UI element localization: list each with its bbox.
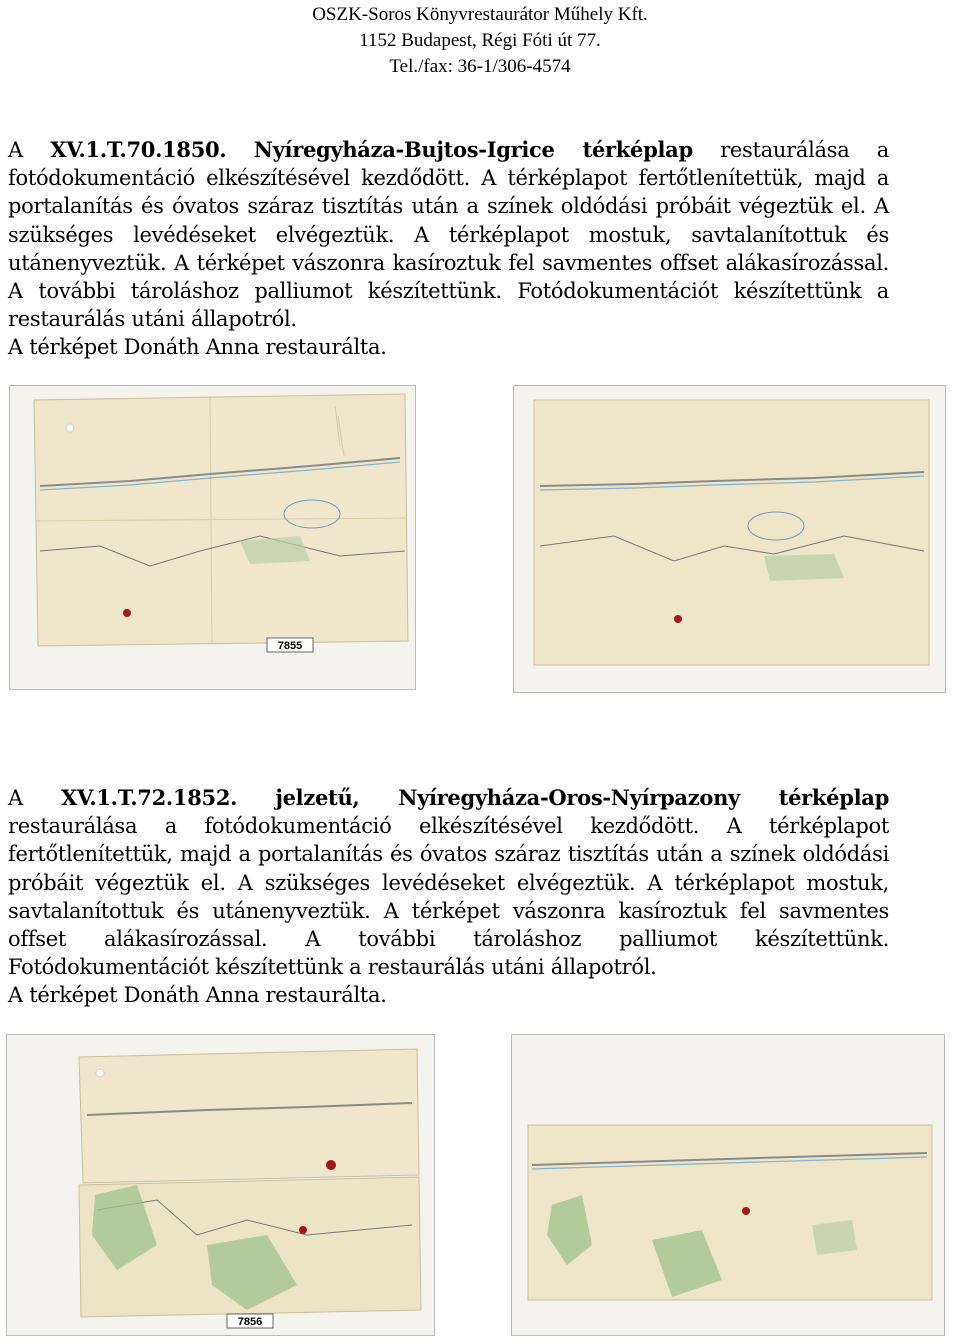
map-photo-before-7856 — [6, 1034, 435, 1336]
company-name: OSZK-Soros Könyvrestaurátor Műhely Kft. — [312, 4, 648, 25]
section2-line-8: A térképet Donáth Anna restaurálta. — [8, 983, 387, 1008]
map-photo-after-7856 — [511, 1034, 945, 1336]
map-title: Nyíregyháza-Bujtos-Igrice térképlap — [253, 137, 693, 162]
photo-plate-7855: 7855 — [277, 640, 303, 652]
section2-paragraph — [8, 784, 889, 1010]
section1-line-4: szükséges levédéseket elvégeztük. A térképlapot mostuk, savtalanítottuk és — [8, 222, 889, 247]
map-title: jelzetű, Nyíregyháza-Oros-Nyírpazony térképlap — [275, 785, 889, 810]
section1-line-1: A XV.1.T.70.1850. Nyíregyháza-Bujtos-Igrice térképlap restaurálása a — [8, 137, 889, 162]
company-phone: Tel./fax: 36-1/306-4574 — [389, 56, 571, 77]
map-code: XV.1.T.72.1852. — [61, 785, 238, 810]
section1-line-7: restaurálás utáni állapotról. — [8, 307, 297, 332]
company-address: 1152 Budapest, Régi Fóti út 77. — [359, 30, 601, 51]
section2-line-7: Fotódokumentációt készítettünk a restaurálás utáni állapotról. — [8, 955, 657, 980]
section2-line-2: restaurálása a fotódokumentáció elkészítésével kezdődött. A térképlapot — [8, 814, 889, 839]
letterhead — [0, 2, 960, 80]
section2-line-5: savtalanítottuk és utánenyveztük. A térképet vászonra kasíroztuk fel savmentes — [8, 898, 889, 923]
section2-line-4: próbáit végeztük el. A szükséges levédéseket elvégeztük. A térképlapot mostuk, — [8, 870, 889, 895]
map-photo-before-7855 — [9, 385, 416, 690]
map-code: XV.1.T.70.1850. — [50, 137, 227, 162]
map-photo-after-7855 — [513, 385, 946, 693]
section2-line-3: fertőtlenítettük, majd a portalanítás és óvatos száraz tisztítás után a színek oldódási — [8, 842, 889, 867]
section1-line-8: A térképet Donáth Anna restaurálta. — [8, 335, 387, 360]
section1-line-5: utánenyveztük. A térképet vászonra kasíroztuk fel savmentes offset alákasírozással. — [8, 250, 889, 275]
section2-line-1: A XV.1.T.72.1852. jelzetű, Nyíregyháza-Oros-Nyírpazony térképlap — [8, 785, 889, 810]
section1-line-6: A további tároláshoz palliumot készítettünk. Fotódokumentációt készítettünk a — [8, 279, 889, 304]
photo-plate-7856: 7856 — [237, 1316, 263, 1328]
section2-line-6: offset alákasírozással. A további tároláshoz palliumot készítettünk. — [8, 927, 889, 952]
section1-line-3: portalanítás és óvatos száraz tisztítás után a színek oldódási próbáit végeztük el. A — [8, 194, 889, 219]
section1-line-2: fotódokumentáció elkészítésével kezdődött. A térképlapot fertőtlenítettük, majd a — [8, 166, 889, 191]
section1-paragraph — [8, 136, 889, 362]
